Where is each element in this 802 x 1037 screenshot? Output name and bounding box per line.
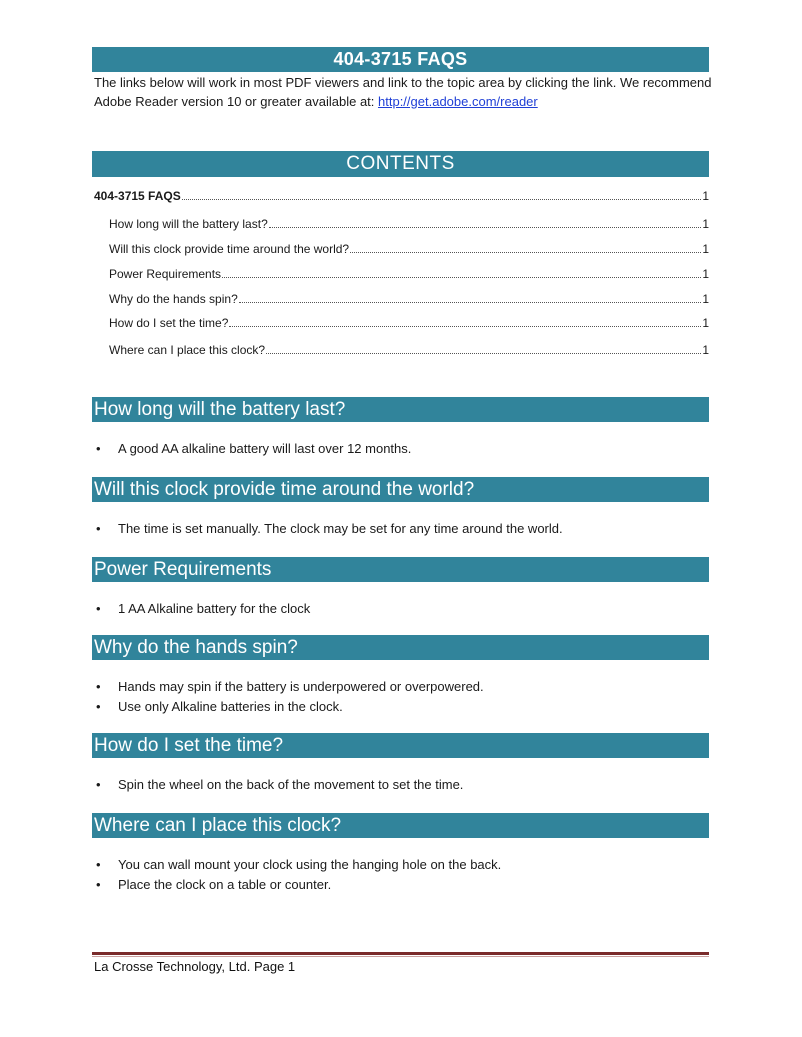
section-bullets-hands-spin (94, 677, 709, 717)
intro-paragraph (94, 73, 714, 111)
section-heading-placement: Where can I place this clock? (92, 813, 709, 838)
footer-rule-thin (92, 956, 709, 957)
toc-entry-text: How do I set the time? (109, 316, 229, 330)
bullet-text: You can wall mount your clock using the hanging hole on the back. (118, 857, 502, 872)
intro-text: The links below will work in most PDF viewers and link to the topic area by clicking the link. We recommend Adobe Reader version 10 or greater available at: (94, 75, 712, 109)
toc-leader-dots (239, 301, 702, 303)
page-footer: La Crosse Technology, Ltd. Page 1 (94, 959, 296, 974)
toc-leader-dots (266, 352, 701, 354)
toc-entry-text: 404-3715 FAQS (94, 189, 181, 203)
toc-leader-dots (182, 198, 702, 200)
toc-leader-dots (229, 325, 701, 327)
toc-entry-world-time[interactable] (94, 241, 709, 257)
bullet-item (94, 875, 709, 895)
bullet-item (94, 697, 709, 717)
bullet-icon: • (96, 857, 101, 872)
section-bullets-power (94, 599, 709, 619)
toc-page-number: 1 (702, 242, 709, 256)
toc-leader-dots (222, 276, 701, 278)
toc-entry-battery[interactable] (94, 216, 709, 232)
bullet-item (94, 599, 709, 619)
section-heading-set-time: How do I set the time? (92, 733, 709, 758)
toc-entry-power[interactable] (94, 266, 709, 282)
toc-page-number: 1 (702, 292, 709, 306)
bullet-text: Place the clock on a table or counter. (118, 877, 332, 892)
bullet-icon: • (96, 601, 101, 616)
footer-rule (92, 952, 709, 955)
bullet-item (94, 775, 709, 795)
toc-page-number: 1 (702, 189, 709, 203)
bullet-text: The time is set manually. The clock may be set for any time around the world. (118, 521, 563, 536)
toc-page-number: 1 (702, 267, 709, 281)
toc-entry-text: Why do the hands spin? (109, 292, 238, 306)
bullet-icon: • (96, 877, 101, 892)
bullet-item (94, 855, 709, 875)
section-heading-power: Power Requirements (92, 557, 709, 582)
toc-page-number: 1 (702, 343, 709, 357)
toc-leader-dots (269, 226, 702, 228)
document-title: 404-3715 FAQS (92, 47, 709, 72)
toc-entry-text: Will this clock provide time around the world? (109, 242, 350, 256)
toc-entry-text: Where can I place this clock? (109, 343, 266, 357)
bullet-item (94, 519, 709, 539)
bullet-text: 1 AA Alkaline battery for the clock (118, 601, 311, 616)
bullet-icon: • (96, 441, 101, 456)
bullet-icon: • (96, 521, 101, 536)
bullet-item (94, 677, 709, 697)
toc-page-number: 1 (702, 316, 709, 330)
section-bullets-placement (94, 855, 709, 895)
bullet-text: Use only Alkaline batteries in the clock. (118, 699, 343, 714)
section-heading-battery: How long will the battery last? (92, 397, 709, 422)
toc-entry-set-time[interactable] (94, 315, 709, 331)
bullet-icon: • (96, 699, 101, 714)
bullet-text: A good AA alkaline battery will last over 12 months. (118, 441, 412, 456)
bullet-icon: • (96, 679, 101, 694)
section-bullets-set-time (94, 775, 709, 795)
bullet-item (94, 439, 709, 459)
bullet-text: Spin the wheel on the back of the movement to set the time. (118, 777, 464, 792)
section-bullets-world-time (94, 519, 709, 539)
bullet-icon: • (96, 777, 101, 792)
toc-leader-dots (350, 251, 701, 253)
section-heading-hands-spin: Why do the hands spin? (92, 635, 709, 660)
contents-heading: CONTENTS (92, 151, 709, 177)
adobe-reader-link[interactable]: http://get.adobe.com/reader (378, 94, 538, 109)
toc-entry-placement[interactable] (94, 342, 709, 358)
toc-page-number: 1 (702, 217, 709, 231)
toc-entry-hands-spin[interactable] (94, 291, 709, 307)
toc-entry-faqs[interactable] (94, 188, 709, 204)
toc-entry-text: Power Requirements (109, 267, 222, 281)
bullet-text: Hands may spin if the battery is underpowered or overpowered. (118, 679, 484, 694)
section-heading-world-time: Will this clock provide time around the world? (92, 477, 709, 502)
section-bullets-battery (94, 439, 709, 459)
toc-entry-text: How long will the battery last? (109, 217, 268, 231)
